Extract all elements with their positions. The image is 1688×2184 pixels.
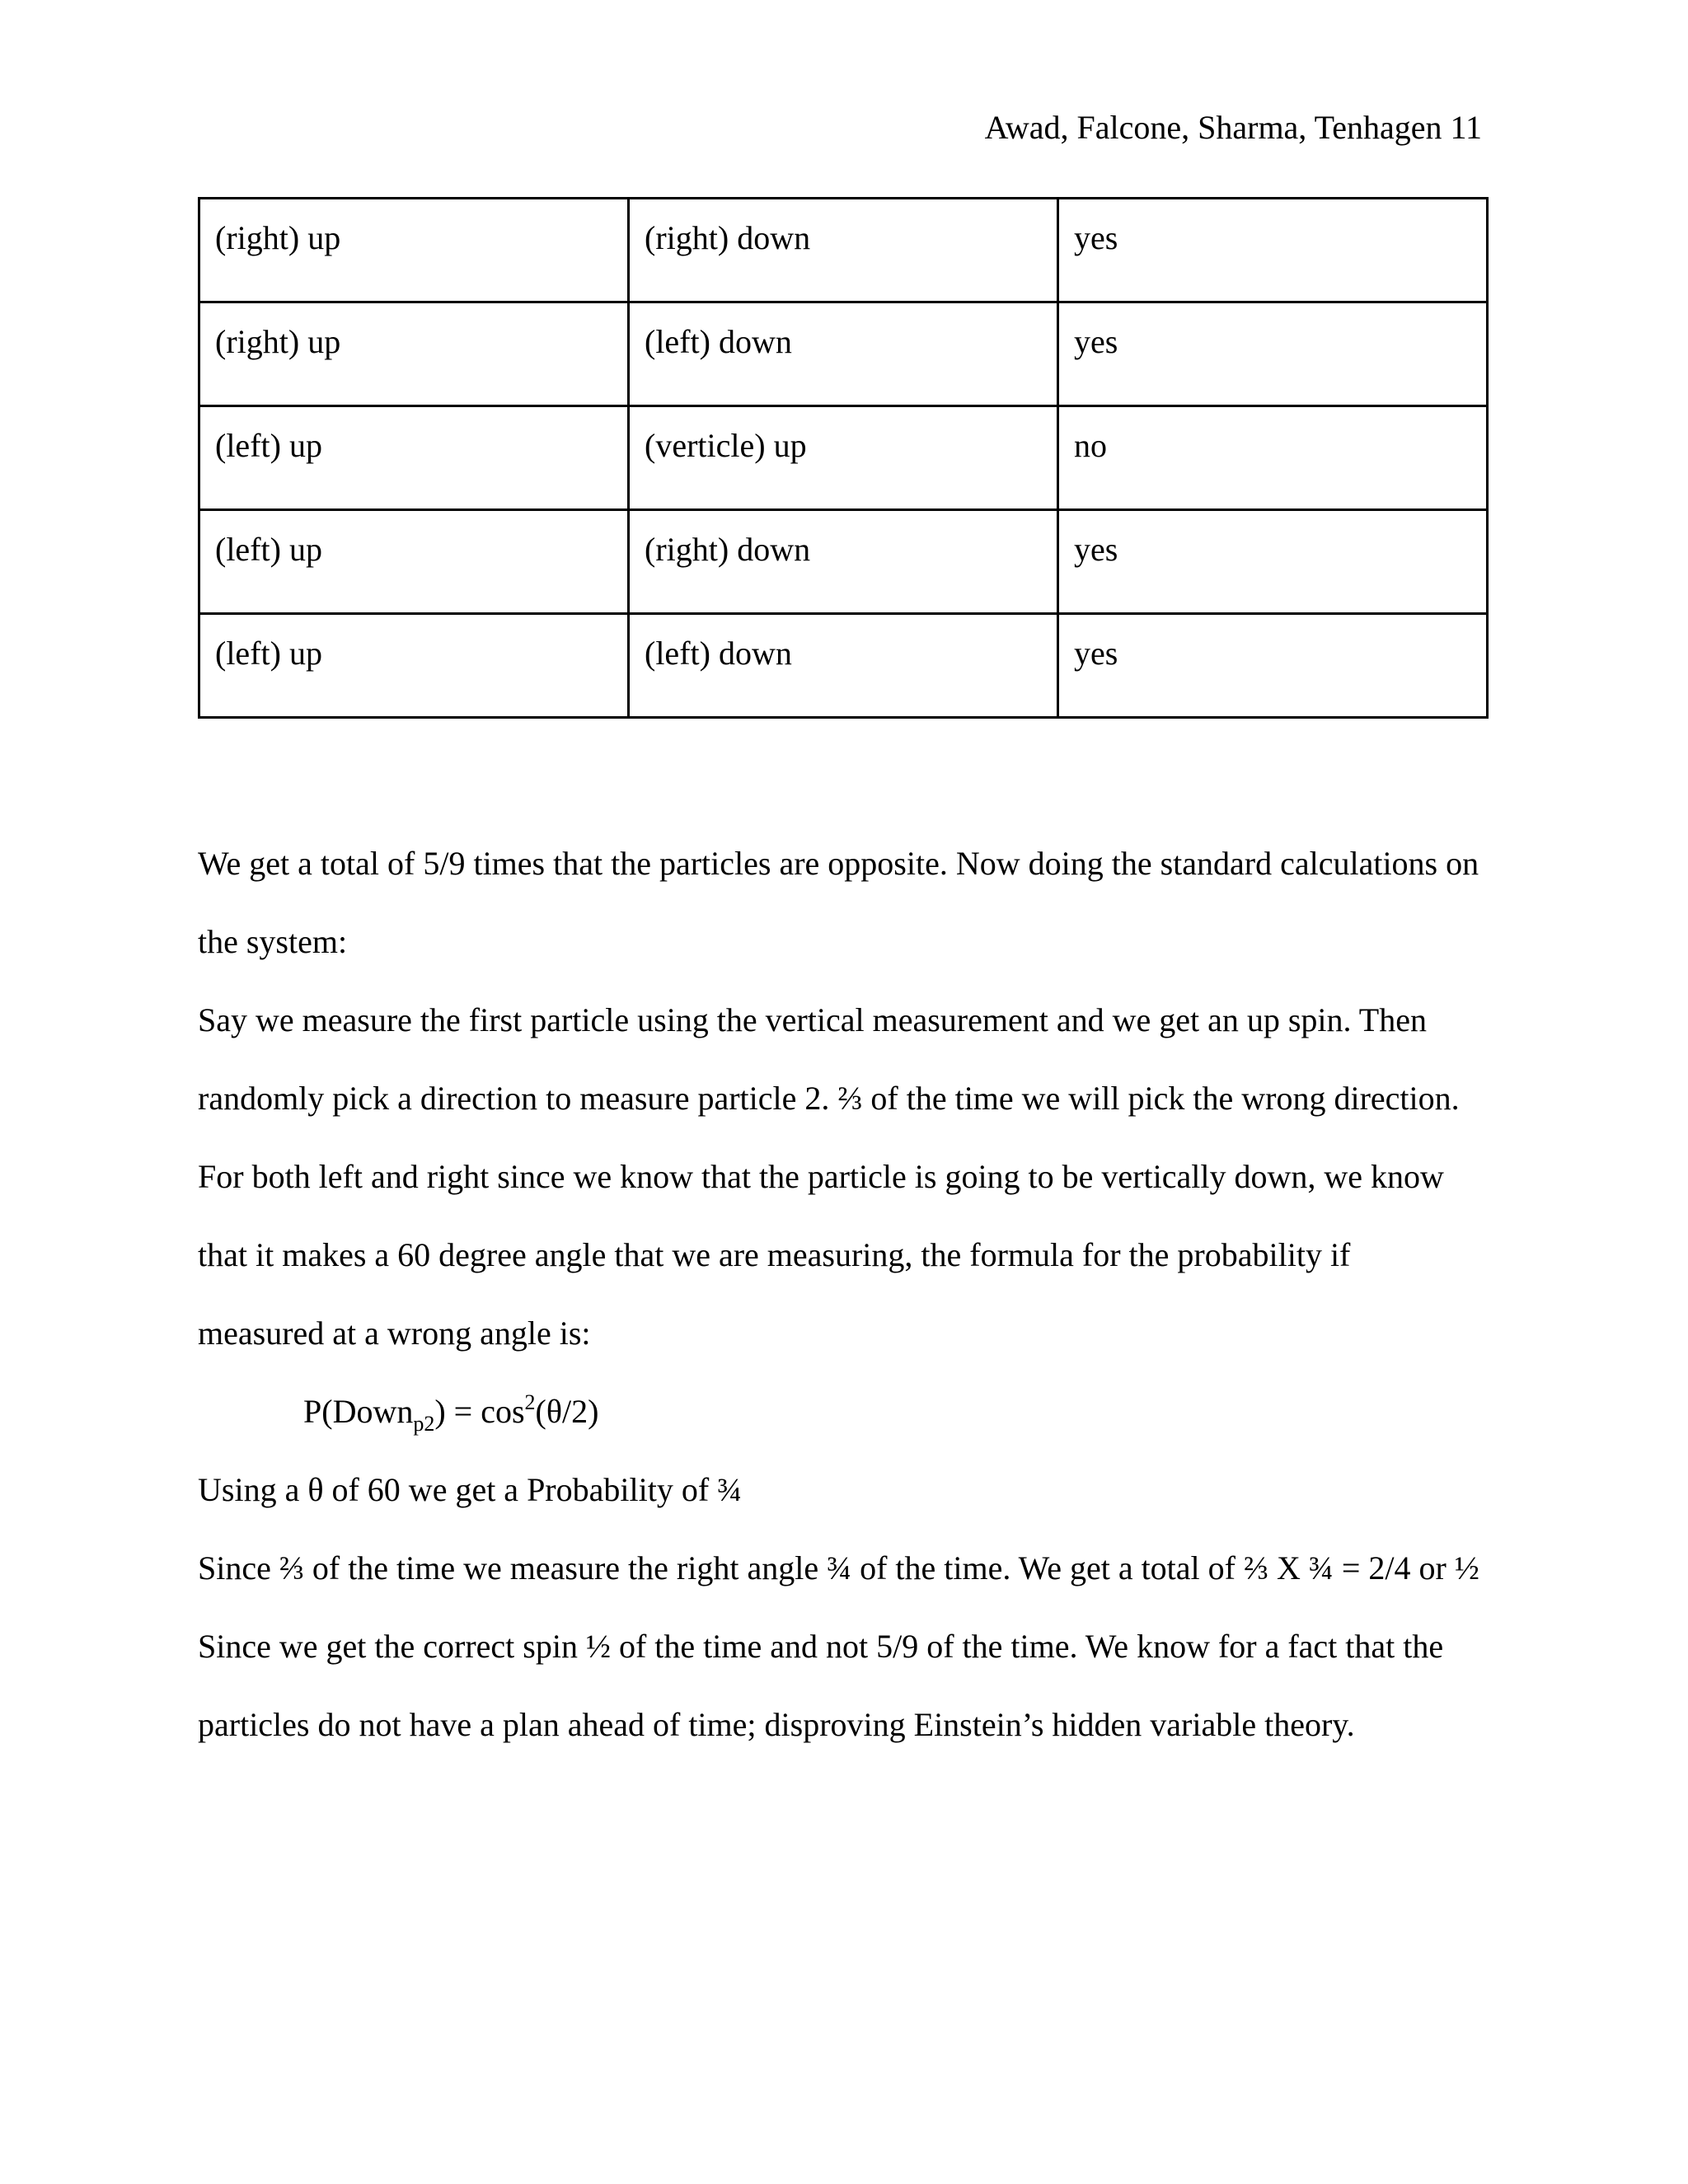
table-cell: (verticle) up [629, 406, 1058, 510]
formula-prefix: P(Down [303, 1393, 414, 1430]
table-cell: yes [1058, 302, 1488, 406]
formula-subscript: p2 [413, 1412, 435, 1436]
text-line: measured at a wrong angle is: [198, 1315, 591, 1352]
table-row [199, 302, 1488, 406]
formula-middle: ) = cos [434, 1393, 525, 1430]
text-line: We get a total of 5/9 times that the particles are opposite. Now doing the standard calculations on [198, 845, 1479, 882]
text-line: Using a θ of 60 we get a Probability of ¾ [198, 1471, 743, 1508]
table-row [199, 510, 1488, 614]
text-line: Since ⅔ of the time we measure the right angle ¾ of the time. We get a total of ⅔ X ¾ = 2/4 or ½ [198, 1549, 1479, 1586]
table-cell: yes [1058, 199, 1488, 302]
table-row [199, 406, 1488, 510]
formula-superscript: 2 [524, 1390, 536, 1414]
table-cell: (right) down [629, 510, 1058, 614]
body-text [198, 824, 1492, 1764]
text-line: Since we get the correct spin ½ of the time and not 5/9 of the time. We know for a fact that the [198, 1628, 1444, 1665]
table-cell: (left) up [199, 406, 629, 510]
text-line: For both left and right since we know that the particle is going to be vertically down, we know [198, 1158, 1444, 1195]
table-cell: (left) up [199, 510, 629, 614]
text-line: the system: [198, 923, 348, 960]
table-row [199, 614, 1488, 718]
text-line: Say we measure the first particle using the vertical measurement and we get an up spin. Then [198, 1001, 1427, 1038]
probability-formula [198, 1372, 1492, 1451]
table-cell: yes [1058, 614, 1488, 718]
table-cell: (right) down [629, 199, 1058, 302]
table-cell: yes [1058, 510, 1488, 614]
table-cell: (right) up [199, 302, 629, 406]
formula-suffix: (θ/2) [535, 1393, 599, 1430]
text-line: particles do not have a plan ahead of time; disproving Einstein’s hidden variable theory. [198, 1706, 1355, 1743]
measurement-table [198, 197, 1489, 719]
table-cell: (left) down [629, 614, 1058, 718]
table-cell: (left) down [629, 302, 1058, 406]
page-header: Awad, Falcone, Sharma, Tenhagen 11 [984, 109, 1482, 146]
table-cell: no [1058, 406, 1488, 510]
table-cell: (right) up [199, 199, 629, 302]
table-cell: (left) up [199, 614, 629, 718]
text-line: that it makes a 60 degree angle that we are measuring, the formula for the probability if [198, 1236, 1351, 1273]
table-row [199, 199, 1488, 302]
text-line: randomly pick a direction to measure particle 2. ⅔ of the time we will pick the wrong direction. [198, 1080, 1460, 1117]
